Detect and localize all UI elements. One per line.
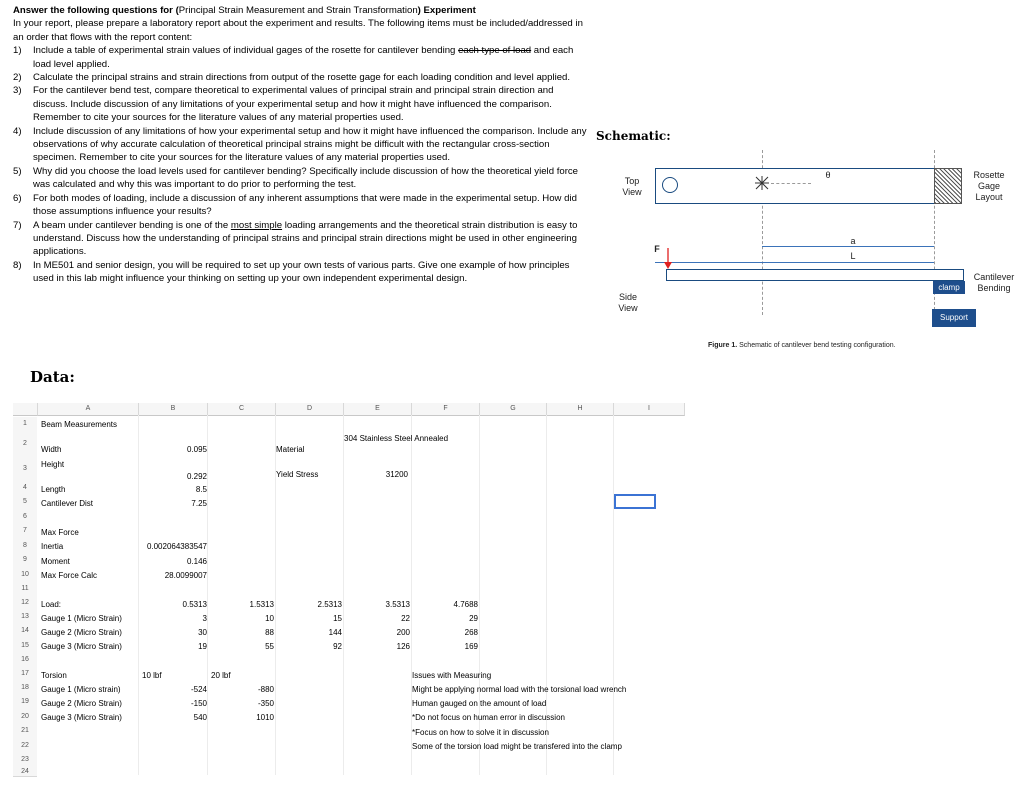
assignment-text <box>13 4 588 286</box>
question-number: 2) <box>13 72 22 84</box>
cell-a18[interactable]: Gauge 1 (Micro strain) <box>41 685 121 694</box>
cell-c14[interactable]: 88 <box>265 628 274 637</box>
cell-a8[interactable]: Inertia <box>41 542 64 551</box>
cell-a12[interactable]: Load: <box>41 600 62 609</box>
cell-a19[interactable]: Gauge 2 (Micro Strain) <box>41 699 122 708</box>
column-header[interactable]: F <box>412 403 480 416</box>
theta-reference-line <box>771 183 811 184</box>
cell-a13[interactable]: Gauge 1 (Micro Strain) <box>41 614 122 623</box>
cell-e21[interactable]: *Focus on how to solve it in discussion <box>412 728 549 737</box>
cell-a4[interactable]: Length <box>41 485 66 494</box>
question-text: Include discussion of any limitations of how your experimental setup and how it might have influenced the comparison. Include any observations of why accurate calculation of theoretical principal strains might be difficult with the rectangular cross-section specimen. Remember to cite your sources for the literature values of any material properties used. <box>33 125 587 164</box>
figure-caption <box>708 342 896 349</box>
assignment-intro: In your report, please prepare a laboratory report about the experiment and results. The following items must be included/addressed in an order that flows with the report content: <box>13 18 583 43</box>
top-view-beam <box>655 168 947 204</box>
hole-circle <box>662 177 678 193</box>
cell-b17[interactable]: 10 lbf <box>142 671 162 680</box>
cell-c17[interactable]: 20 lbf <box>211 671 231 680</box>
cell-a7[interactable]: Max Force <box>41 528 79 537</box>
question-item <box>13 84 588 124</box>
cell-a10[interactable]: Max Force Calc <box>41 571 98 580</box>
column-header[interactable]: B <box>139 403 208 416</box>
cell-b5[interactable]: 7.25 <box>191 499 207 508</box>
heading-post: ) Experiment <box>417 5 476 16</box>
cell-e19[interactable]: Human gauged on the amount of load <box>412 699 547 708</box>
cell-f15[interactable]: 169 <box>464 642 478 651</box>
column-header[interactable]: E <box>344 403 412 416</box>
question-item <box>13 219 588 259</box>
row-number[interactable]: 15 <box>13 638 37 654</box>
cell-b19[interactable]: -150 <box>190 699 207 708</box>
schematic-figure <box>596 0 1024 360</box>
cell-d12[interactable]: 2.5313 <box>317 600 342 609</box>
rosette-gage-icon <box>754 176 770 190</box>
top-view-label: Top View <box>622 176 642 197</box>
side-view-label: Side View <box>618 292 638 313</box>
top-clamp-hatch <box>934 168 962 204</box>
clamp-label: clamp <box>933 281 965 294</box>
grid-line <box>275 415 276 775</box>
row-number[interactable]: 3 <box>13 456 37 482</box>
row-number[interactable]: 18 <box>13 681 37 696</box>
selected-cell[interactable] <box>614 494 656 509</box>
question-text: For the cantilever bend test, compare theoretical to experimental values of principal strain and principal strain direction and discuss. Include discussion of any limitations of your experimental setup and how it might have influenced the comparison. Remember to cite your sources for the literature values of any material properties used. <box>33 85 554 124</box>
question-text: In ME501 and senior design, you will be required to set up your own tests of various parts. Give one example of how principles used in this lab might influence your thinking on setting up your own independent experimental design. <box>33 259 570 285</box>
question-number: 6) <box>13 192 22 204</box>
cantilever-bending-label: Cantilever Bending <box>973 272 1015 293</box>
cell-c12[interactable]: 1.5313 <box>249 600 274 609</box>
question-item <box>13 44 588 71</box>
cell-e14[interactable]: 200 <box>396 628 410 637</box>
row-number[interactable]: 17 <box>13 667 37 682</box>
cell-e18[interactable]: Might be applying normal load with the torsional load wrench <box>412 685 627 694</box>
row-number[interactable]: 8 <box>13 538 37 554</box>
question-number: 4) <box>13 125 22 137</box>
row-number[interactable]: 13 <box>13 610 37 625</box>
cell-c20[interactable]: 1010 <box>256 713 274 722</box>
cell-e22[interactable]: Some of the torsion load might be transfered into the clamp <box>412 742 622 751</box>
schematic-title: Schematic: <box>596 129 671 143</box>
cell-e2[interactable]: 304 Stainless Steel Annealed <box>344 434 449 443</box>
heading-experiment-name: Principal Strain Measurement and Strain Transformation <box>178 5 418 16</box>
question-text-strikethrough: each type of load <box>458 45 532 57</box>
cell-b9[interactable]: 0.146 <box>186 557 207 566</box>
question-number: 3) <box>13 85 22 97</box>
cell-a20[interactable]: Gauge 3 (Micro Strain) <box>41 713 122 722</box>
cell-b20[interactable]: 540 <box>193 713 207 722</box>
cell-b3[interactable]: 0.292 <box>186 472 207 481</box>
row-number[interactable]: 7 <box>13 524 37 539</box>
row-number[interactable]: 10 <box>13 567 37 583</box>
column-header[interactable]: A <box>38 403 139 416</box>
row-number[interactable]: 11 <box>13 582 37 597</box>
cell-e20[interactable]: *Do not focus on human error in discussion <box>412 713 565 722</box>
theta-label: θ <box>825 170 831 180</box>
row-number[interactable]: 21 <box>13 724 37 739</box>
column-header[interactable]: C <box>208 403 276 416</box>
row-number[interactable]: 14 <box>13 624 37 639</box>
question-item <box>13 71 588 84</box>
force-arrow-icon <box>663 248 673 270</box>
cell-a5[interactable]: Cantilever Dist <box>41 499 94 508</box>
cell-b15[interactable]: 19 <box>198 642 207 651</box>
cell-b13[interactable]: 3 <box>202 614 207 623</box>
cell-e3[interactable]: 31200 <box>385 470 408 479</box>
cell-b10[interactable]: 28.0099007 <box>164 571 207 580</box>
dim-a-line <box>762 246 934 247</box>
row-number[interactable]: 23 <box>13 753 37 768</box>
heading-pre: Answer the following questions for ( <box>13 5 179 16</box>
cell-d14[interactable]: 144 <box>328 628 342 637</box>
cell-e12[interactable]: 3.5313 <box>385 600 410 609</box>
column-header[interactable]: I <box>614 403 685 416</box>
column-header[interactable]: G <box>480 403 547 416</box>
grid-line <box>343 415 344 775</box>
cell-f13[interactable]: 29 <box>469 614 478 623</box>
figure-caption-label: Figure 1. <box>708 342 738 349</box>
figure-caption-text: Schematic of cantilever bend testing configuration. <box>737 342 896 349</box>
dim-L-line <box>655 262 934 263</box>
row-number[interactable]: 20 <box>13 709 37 725</box>
cell-b12[interactable]: 0.5313 <box>182 600 207 609</box>
question-list <box>13 44 588 285</box>
question-item <box>13 259 588 286</box>
row-number[interactable]: 16 <box>13 653 37 668</box>
cell-a14[interactable]: Gauge 2 (Micro Strain) <box>41 628 122 637</box>
column-header[interactable]: H <box>547 403 614 416</box>
cell-b18[interactable]: -524 <box>190 685 207 694</box>
row-number[interactable]: 12 <box>13 596 37 611</box>
cell-a15[interactable]: Gauge 3 (Micro Strain) <box>41 642 122 651</box>
cell-f14[interactable]: 268 <box>464 628 478 637</box>
cell-e17[interactable]: Issues with Measuring <box>412 671 492 680</box>
question-number: 1) <box>13 45 22 57</box>
row-number[interactable]: 24 <box>13 767 37 777</box>
row-number[interactable]: 19 <box>13 695 37 710</box>
row-number[interactable]: 4 <box>13 481 37 496</box>
support-label: Support <box>932 309 976 327</box>
cell-f12[interactable]: 4.7688 <box>453 600 478 609</box>
cell-b8[interactable]: 0.002064383547 <box>146 542 207 551</box>
cell-d15[interactable]: 92 <box>333 642 342 651</box>
cell-a17[interactable]: Torsion <box>41 671 67 680</box>
cell-b2[interactable]: 0.095 <box>186 445 207 454</box>
grid-line <box>613 415 614 775</box>
cell-d2[interactable]: Material <box>276 445 305 454</box>
question-text: A beam under cantilever bending is one of the <box>33 219 231 231</box>
rosette-gage-layout-label: Rosette Gage Layout <box>973 170 1005 202</box>
cell-c19[interactable]: -350 <box>257 699 274 708</box>
dim-L-label: L <box>850 251 856 261</box>
data-title: Data: <box>30 368 75 386</box>
side-view-beam <box>666 269 964 281</box>
row-number[interactable]: 1 <box>13 417 37 432</box>
cell-c18[interactable]: -880 <box>257 685 274 694</box>
cell-c15[interactable]: 55 <box>265 642 274 651</box>
question-number: 7) <box>13 219 22 231</box>
question-text: Calculate the principal strains and strain directions from output of the rosette gage for each loading condition and level applied. <box>33 72 571 84</box>
question-item <box>13 125 588 165</box>
corner-cell <box>13 403 38 416</box>
question-text: Why did you choose the load levels used for cantilever bending? Specifically include discussion of how the theoretical yield force was calculated and why this was important to do prior to performing the test. <box>33 165 579 191</box>
question-item <box>13 165 588 192</box>
cell-d3[interactable]: Yield Stress <box>276 470 319 479</box>
column-header[interactable]: D <box>276 403 344 416</box>
cell-a3[interactable]: Height <box>41 460 65 469</box>
cell-d13[interactable]: 15 <box>333 614 342 623</box>
dim-a-label: a <box>850 236 856 246</box>
assignment-heading <box>13 4 588 17</box>
cell-a9[interactable]: Moment <box>41 557 70 566</box>
question-text: and each load level applied. <box>33 45 574 70</box>
row-number[interactable]: 5 <box>13 495 37 510</box>
question-text: Include a table of experimental strain values of individual gages of the rosette for cantilever bending <box>33 45 459 57</box>
question-number: 5) <box>13 165 22 177</box>
question-number: 8) <box>13 259 22 271</box>
question-item <box>13 192 588 219</box>
cell-e13[interactable]: 22 <box>401 614 410 623</box>
row-number[interactable]: 9 <box>13 553 37 568</box>
cell-a1[interactable]: Beam Measurements <box>41 420 118 429</box>
cell-c13[interactable]: 10 <box>265 614 274 623</box>
cell-a2[interactable]: Width <box>41 445 62 454</box>
cell-b14[interactable]: 30 <box>198 628 207 637</box>
row-number[interactable]: 2 <box>13 431 37 457</box>
question-text-underlined: most simple <box>230 219 283 231</box>
row-number[interactable]: 22 <box>13 738 37 754</box>
row-number[interactable]: 6 <box>13 509 37 525</box>
question-text: loading arrangements and the theoretical strain distribution is easy to understand. Discuss how the understanding of principal strains and principal strain directions might be used in other engineering applications. <box>33 219 578 258</box>
cell-e15[interactable]: 126 <box>396 642 410 651</box>
cell-b4[interactable]: 8.5 <box>195 485 207 494</box>
question-text: For both modes of loading, include a discussion of any inherent assumptions that were made in the experimental setup. How did those assumptions influence your results? <box>33 192 577 218</box>
force-label: F <box>654 244 660 254</box>
